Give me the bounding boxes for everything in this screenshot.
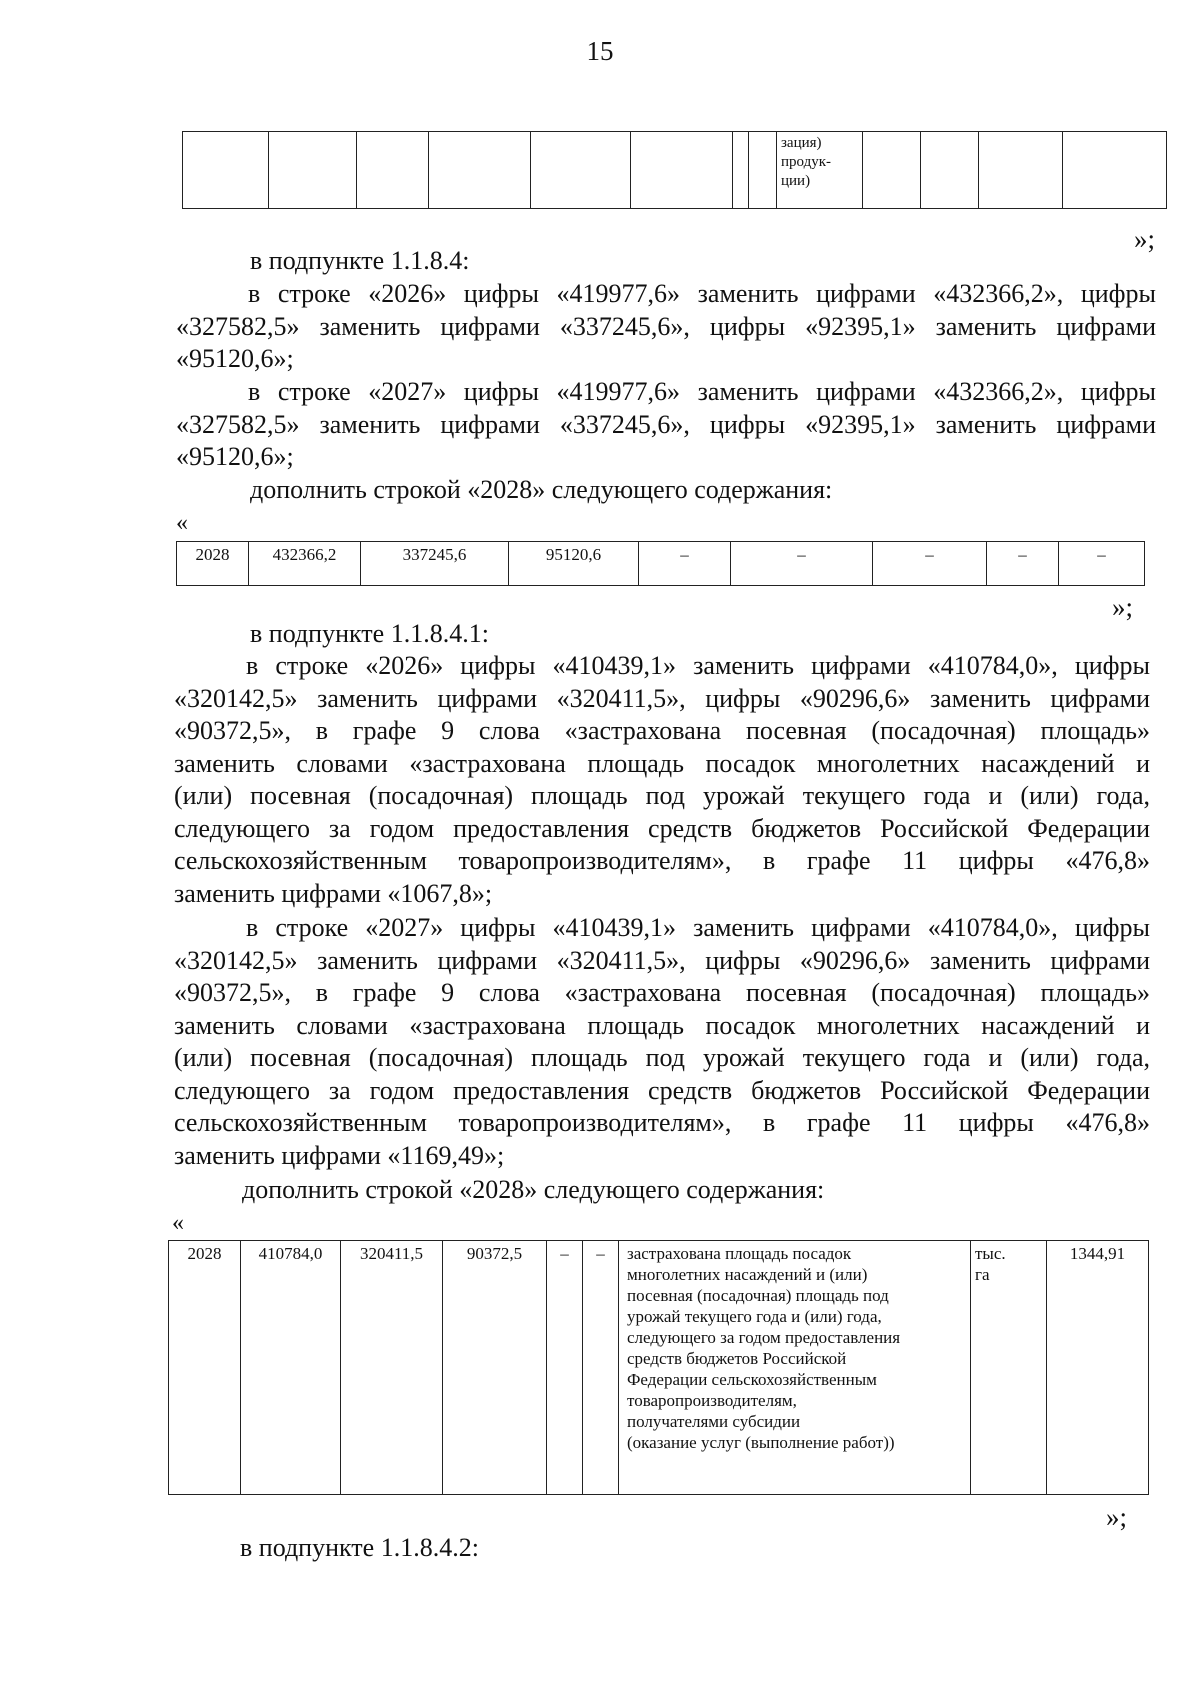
cell-unit	[971, 1241, 1047, 1495]
table-cell	[863, 132, 921, 209]
paragraph-row-2027: в строке «2027» цифры «419977,6» заменить цифрами «432366,2», цифры «327582,5» заменить цифрами «337245,6», цифры «92395,1» заменить цифрами «95120,6»;	[176, 377, 1156, 471]
unit-line: тыс.	[975, 1244, 1006, 1263]
cell-federal: 320411,5	[341, 1241, 443, 1495]
add-row-instruction-1: дополнить строкой «2028» следующего содержания:	[250, 475, 833, 504]
cell-regional: 90372,5	[443, 1241, 547, 1495]
paragraph-row-2026-b: в строке «2026» цифры «410439,1» заменить цифрами «410784,0», цифры «320142,5» заменить цифрами «320411,5», цифры «90296,6» заменить цифрами «90372,5», в графе 9 слова «застрахована посевная (посадочная) площадь» заменить словами «застрахована площадь посадок многолетних насаждений и (или) посевная (посадочная) площадь под урожай текущего года и (или) года, следующего за годом предоставления средств бюджетов Российской Федерации сельскохозяйственным товаропроизводителям», в графе 11 цифры «476,8» заменить цифрами «1067,8»;	[174, 651, 1150, 908]
table-row-2028-subitem-1-1-8-4-1	[168, 1240, 1149, 1495]
unit-line: га	[975, 1265, 990, 1284]
description-line: многолетних насаждений и (или)	[627, 1265, 868, 1284]
table-row-2028-subitem-1-1-8-4	[176, 541, 1145, 586]
table-cell	[183, 132, 269, 209]
description-line: застрахована площадь посадок	[627, 1244, 852, 1263]
section-heading-1-1-8-4-2: в подпункте 1.1.8.4.2:	[240, 1533, 479, 1562]
description-line: урожай текущего года и (или) года,	[627, 1307, 882, 1326]
table-cell-note	[777, 132, 863, 209]
cell-total: 432366,2	[249, 542, 361, 586]
note-line: ции)	[781, 173, 811, 189]
table-cell	[733, 132, 749, 209]
description-line: (оказание услуг (выполнение работ))	[627, 1433, 895, 1452]
description-line: посевная (посадочная) площадь под	[627, 1286, 889, 1305]
table-cell	[749, 132, 777, 209]
description-line: средств бюджетов Российской	[627, 1349, 847, 1368]
paragraph-row-2026: в строке «2026» цифры «419977,6» заменить цифрами «432366,2», цифры «327582,5» заменить цифрами «337245,6», цифры «92395,1» заменить цифрами «95120,6»;	[176, 279, 1156, 373]
section-heading-1-1-8-4: в подпункте 1.1.8.4:	[250, 246, 470, 275]
opening-quote: «	[176, 510, 188, 536]
table-cell	[531, 132, 631, 209]
cell-indicator-description	[619, 1241, 971, 1495]
page-number: 15	[586, 36, 614, 66]
cell-dash: –	[583, 1241, 619, 1495]
closing-quote: »;	[1134, 224, 1156, 254]
opening-quote: «	[172, 1210, 184, 1236]
cell-value: 1344,91	[1047, 1241, 1149, 1495]
table-fragment-top	[182, 131, 1167, 209]
paragraph-row-2027-b: в строке «2027» цифры «410439,1» заменить цифрами «410784,0», цифры «320142,5» заменить цифрами «320411,5», цифры «90296,6» заменить цифрами «90372,5», в графе 9 слова «застрахована посевная (посадочная) площадь» заменить словами «застрахована площадь посадок многолетних насаждений и (или) посевная (посадочная) площадь под урожай текущего года и (или) года, следующего за годом предоставления средств бюджетов Российской Федерации сельскохозяйственным товаропроизводителям», в графе 11 цифры «476,8» заменить цифрами «1169,49»;	[174, 913, 1150, 1170]
table-cell	[921, 132, 979, 209]
cell-dash: –	[1059, 542, 1145, 586]
add-row-instruction-2: дополнить строкой «2028» следующего содержания:	[242, 1175, 825, 1204]
cell-dash: –	[987, 542, 1059, 586]
cell-dash: –	[639, 542, 731, 586]
note-line: зация)	[781, 135, 822, 151]
description-line: товаропроизводителям,	[627, 1391, 797, 1410]
description-line: получателями субсидии	[627, 1412, 801, 1431]
table-cell	[429, 132, 531, 209]
cell-year: 2028	[169, 1241, 241, 1495]
cell-regional: 95120,6	[509, 542, 639, 586]
table-cell	[269, 132, 357, 209]
description-line: Федерации сельскохозяйственным	[627, 1370, 877, 1389]
cell-dash: –	[731, 542, 873, 586]
section-heading-1-1-8-4-1: в подпункте 1.1.8.4.1:	[250, 619, 489, 648]
cell-dash: –	[873, 542, 987, 586]
table-cell	[357, 132, 429, 209]
table-cell	[1063, 132, 1167, 209]
table-cell	[631, 132, 733, 209]
closing-quote: »;	[1112, 592, 1134, 622]
description-line: следующего за годом предоставления	[627, 1328, 901, 1347]
closing-quote: »;	[1106, 1502, 1128, 1532]
note-line: продук-	[781, 154, 832, 170]
table-cell	[979, 132, 1063, 209]
cell-federal: 337245,6	[361, 542, 509, 586]
cell-year: 2028	[177, 542, 249, 586]
cell-total: 410784,0	[241, 1241, 341, 1495]
cell-dash: –	[547, 1241, 583, 1495]
